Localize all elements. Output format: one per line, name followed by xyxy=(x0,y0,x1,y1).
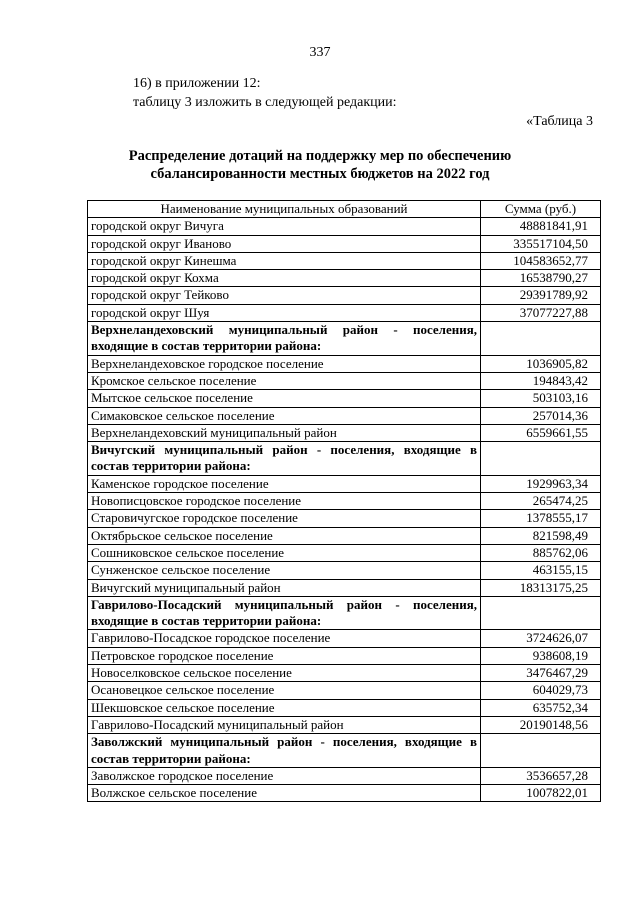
sum-value: 3476467,29 xyxy=(481,665,601,682)
table-row xyxy=(88,665,601,682)
table-row xyxy=(88,287,601,304)
sum-value: 6559661,55 xyxy=(481,424,601,441)
table-row xyxy=(88,785,601,802)
sum-value xyxy=(481,442,601,476)
table-row xyxy=(88,716,601,733)
municipality-name: Октябрьское сельское поселение xyxy=(88,527,481,544)
sum-value xyxy=(481,734,601,768)
title-line-2: сбалансированности местных бюджетов на 2022 год xyxy=(150,166,490,182)
table-header-row xyxy=(88,201,601,218)
sum-value: 3536657,28 xyxy=(481,767,601,784)
sum-value: 635752,34 xyxy=(481,699,601,716)
table-row xyxy=(88,475,601,492)
municipality-name: Верхнеландеховский муниципальный район xyxy=(88,424,481,441)
municipality-name: Сошниковское сельское поселение xyxy=(88,544,481,561)
sum-value: 194843,42 xyxy=(481,372,601,389)
sum-value: 604029,73 xyxy=(481,682,601,699)
municipality-name: Заволжский муниципальный район - поселения, входящие в состав территории района: xyxy=(88,734,481,768)
table-row xyxy=(88,218,601,235)
municipality-name: Каменское городское поселение xyxy=(88,475,481,492)
table-row xyxy=(88,390,601,407)
sum-value: 1036905,82 xyxy=(481,355,601,372)
table-row xyxy=(88,372,601,389)
municipality-name: городской округ Вичуга xyxy=(88,218,481,235)
municipality-name: Верхнеландеховский муниципальный район - поселения, входящие в состав территории района: xyxy=(88,322,481,356)
municipality-name: Мытское сельское поселение xyxy=(88,390,481,407)
table-row xyxy=(88,527,601,544)
sum-value: 37077227,88 xyxy=(481,304,601,321)
table-row xyxy=(88,510,601,527)
sum-value: 48881841,91 xyxy=(481,218,601,235)
municipality-name: городской округ Кохма xyxy=(88,270,481,287)
sum-value: 16538790,27 xyxy=(481,270,601,287)
municipality-name: Волжское сельское поселение xyxy=(88,785,481,802)
header-sum: Сумма (руб.) xyxy=(481,201,601,218)
sum-value: 1929963,34 xyxy=(481,475,601,492)
sum-value: 104583652,77 xyxy=(481,252,601,269)
sum-value: 885762,06 xyxy=(481,544,601,561)
table-row xyxy=(88,579,601,596)
table-row xyxy=(88,647,601,664)
table-row xyxy=(88,235,601,252)
sum-value: 18313175,25 xyxy=(481,579,601,596)
table-group-row xyxy=(88,442,601,476)
municipality-name: городской округ Иваново xyxy=(88,235,481,252)
table-row xyxy=(88,424,601,441)
table-row xyxy=(88,252,601,269)
table-row xyxy=(88,355,601,372)
intro-line-1: 16) в приложении 12: xyxy=(133,76,261,91)
municipality-name: Сунженское сельское поселение xyxy=(88,562,481,579)
title-line-1: Распределение дотаций на поддержку мер по обеспечению xyxy=(128,148,512,164)
sum-value: 29391789,92 xyxy=(481,287,601,304)
table-row xyxy=(88,407,601,424)
table-group-row xyxy=(88,322,601,356)
table-group-row xyxy=(88,596,601,630)
municipality-name: Заволжское городское поселение xyxy=(88,767,481,784)
sum-value: 335517104,50 xyxy=(481,235,601,252)
table-row xyxy=(88,630,601,647)
document-title xyxy=(0,147,640,183)
municipality-name: городской округ Шуя xyxy=(88,304,481,321)
municipality-name: Вичугский муниципальный район - поселения, входящие в состав территории района: xyxy=(88,442,481,476)
municipality-name: городской округ Кинешма xyxy=(88,252,481,269)
municipality-name: Гаврилово-Посадский муниципальный район xyxy=(88,716,481,733)
table-row xyxy=(88,562,601,579)
page-number: 337 xyxy=(309,45,331,60)
municipality-name: Кромское сельское поселение xyxy=(88,372,481,389)
municipality-name: Осановецкое сельское поселение xyxy=(88,682,481,699)
sum-value: 257014,36 xyxy=(481,407,601,424)
table-row xyxy=(88,767,601,784)
municipality-name: Старовичугское городское поселение xyxy=(88,510,481,527)
table-row xyxy=(88,304,601,321)
sum-value: 821598,49 xyxy=(481,527,601,544)
municipality-name: Новописцовское городское поселение xyxy=(88,493,481,510)
sum-value: 265474,25 xyxy=(481,493,601,510)
sum-value: 1007822,01 xyxy=(481,785,601,802)
intro-line-2: таблицу 3 изложить в следующей редакции: xyxy=(133,95,397,110)
table-group-row xyxy=(88,734,601,768)
municipality-name: Шекшовское сельское поселение xyxy=(88,699,481,716)
municipality-name: Гаврилово-Посадский муниципальный район - поселения, входящие в состав территории района: xyxy=(88,596,481,630)
sum-value: 1378555,17 xyxy=(481,510,601,527)
municipality-name: Новоселковское сельское поселение xyxy=(88,665,481,682)
table-reference: «Таблица 3 xyxy=(526,114,593,129)
sum-value: 938608,19 xyxy=(481,647,601,664)
municipality-name: Симаковское сельское поселение xyxy=(88,407,481,424)
municipality-name: Гаврилово-Посадское городское поселение xyxy=(88,630,481,647)
sum-value: 503103,16 xyxy=(481,390,601,407)
municipality-name: городской округ Тейково xyxy=(88,287,481,304)
municipality-name: Вичугский муниципальный район xyxy=(88,579,481,596)
sum-value xyxy=(481,322,601,356)
sum-value xyxy=(481,596,601,630)
table-row xyxy=(88,699,601,716)
subsidy-table xyxy=(87,200,601,802)
sum-value: 20190148,56 xyxy=(481,716,601,733)
table-row xyxy=(88,682,601,699)
table-row xyxy=(88,270,601,287)
municipality-name: Петровское городское поселение xyxy=(88,647,481,664)
municipality-name: Верхнеландеховское городское поселение xyxy=(88,355,481,372)
header-municipality: Наименование муниципальных образований xyxy=(88,201,481,218)
sum-value: 3724626,07 xyxy=(481,630,601,647)
table-row xyxy=(88,544,601,561)
sum-value: 463155,15 xyxy=(481,562,601,579)
table-row xyxy=(88,493,601,510)
